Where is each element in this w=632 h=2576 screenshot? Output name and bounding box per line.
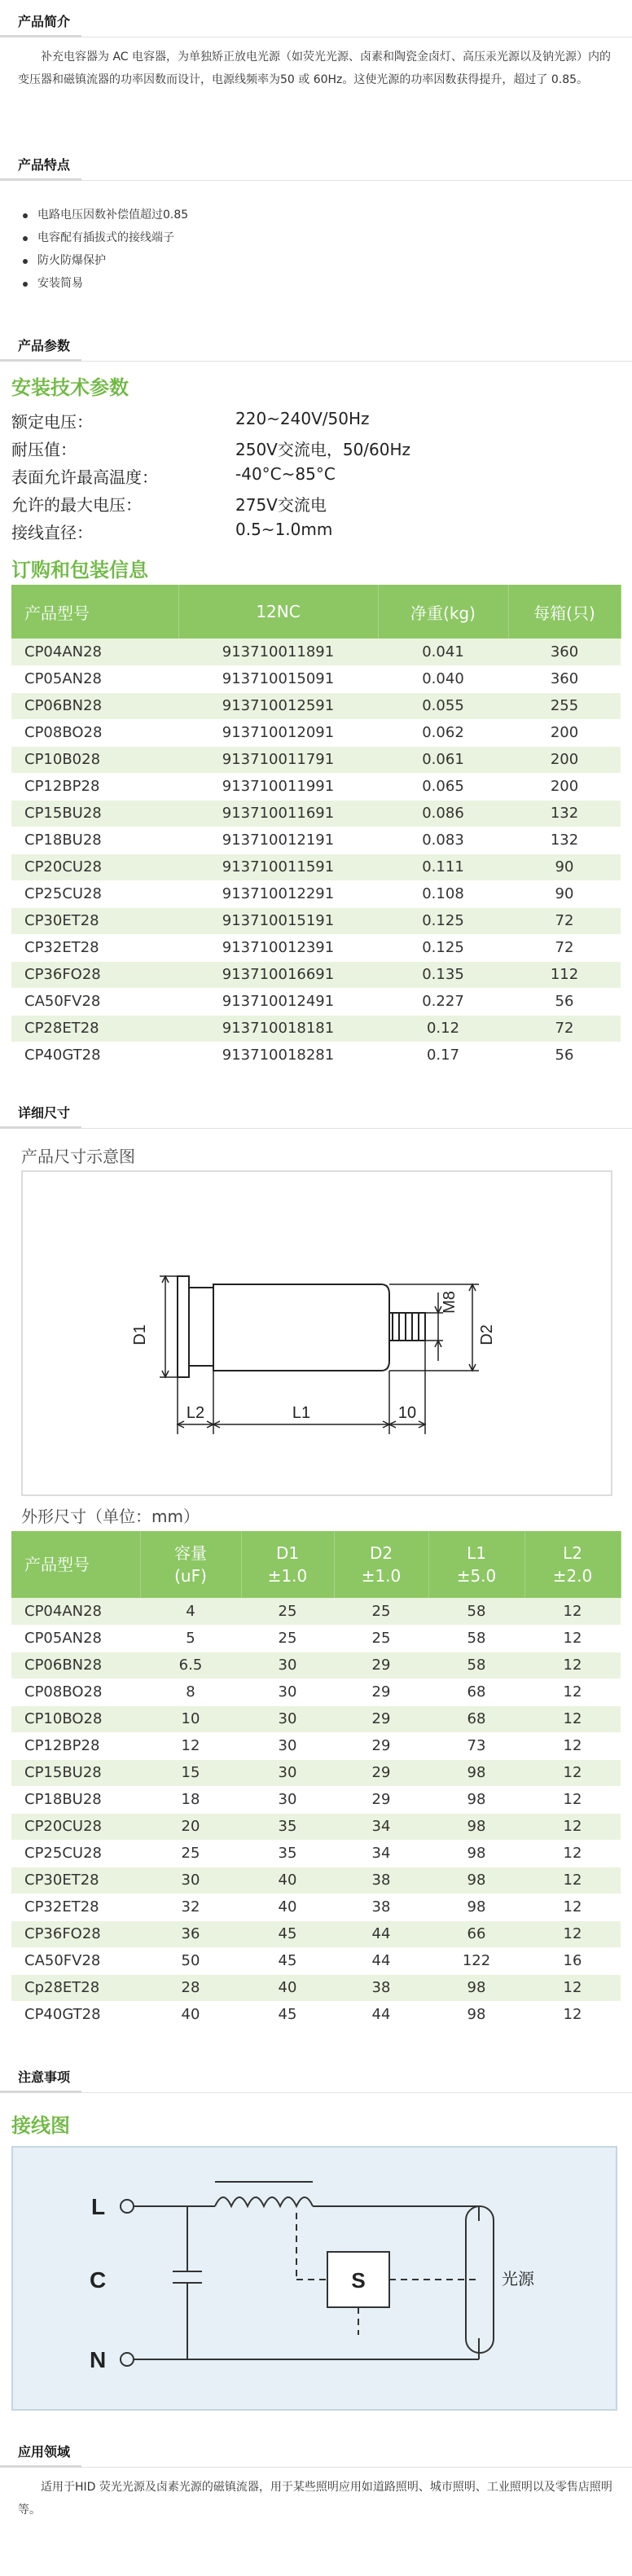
header-line: 产品型号 <box>24 1555 90 1574</box>
section-title-details: 详细尺寸 <box>18 1105 71 1121</box>
table-row <box>11 692 621 719</box>
table-cell: 360 <box>508 665 621 692</box>
table-cell: CA50FV28 <box>11 1947 140 1974</box>
table-cell: 25 <box>241 1598 334 1625</box>
table-cell: 12 <box>524 1813 621 1840</box>
table-cell: 12 <box>524 1732 621 1759</box>
divider <box>0 1126 81 1129</box>
section-header-application <box>0 2430 632 2468</box>
table-cell: 68 <box>428 1705 524 1732</box>
table-cell: CP30ET28 <box>11 1867 140 1894</box>
table-cell: 20 <box>140 1813 241 1840</box>
table-cell: 10 <box>140 1705 241 1732</box>
table-cell: 12 <box>524 1920 621 1947</box>
table-cell: 112 <box>508 961 621 988</box>
table-row <box>11 1786 621 1813</box>
table-row <box>11 2001 621 2028</box>
header-line: ±1.0 <box>267 1566 308 1586</box>
table-cell: 0.061 <box>378 746 508 773</box>
table-row <box>11 1015 621 1042</box>
table-cell: 5 <box>140 1625 241 1652</box>
table-cell: 12 <box>524 1786 621 1813</box>
table-cell: 50 <box>140 1947 241 1974</box>
table-cell: CP25CU28 <box>11 1840 140 1867</box>
table-cell: CP15BU28 <box>11 1759 140 1786</box>
column-header <box>11 1531 140 1598</box>
table-cell: 12 <box>524 2001 621 2028</box>
spec-key: 允许的最大电压： <box>11 495 142 515</box>
n-label: N <box>90 2347 107 2372</box>
m8-label: M8 <box>441 1291 459 1314</box>
table-cell: 38 <box>334 1974 428 2001</box>
table-cell: 29 <box>334 1705 428 1732</box>
table-cell: 913710012091 <box>178 719 378 746</box>
spec-key: 表面允许最高温度： <box>11 467 158 487</box>
table-cell: 0.041 <box>378 639 508 665</box>
spec-value: 220~240V/50Hz <box>235 409 370 428</box>
table-cell: 45 <box>241 2001 334 2028</box>
table-cell: 12 <box>524 1974 621 2001</box>
table-row <box>11 907 621 934</box>
wiring-drawing <box>13 2148 616 2409</box>
table-cell: CP36FO28 <box>11 961 178 988</box>
header-line: L2 <box>563 1543 582 1563</box>
table-cell: 913710018281 <box>178 1042 378 1069</box>
table-cell: 29 <box>334 1759 428 1786</box>
table-row <box>11 1042 621 1069</box>
table-cell: 58 <box>428 1652 524 1679</box>
table-cell: 29 <box>334 1652 428 1679</box>
dimension-table <box>11 1531 621 2029</box>
body-shape <box>213 1284 389 1371</box>
table-cell: 28 <box>140 1974 241 2001</box>
table-cell: CP25CU28 <box>11 880 178 907</box>
section-title-params: 产品参数 <box>18 338 71 353</box>
table-cell: 73 <box>428 1732 524 1759</box>
table-cell: 913710011691 <box>178 800 378 827</box>
table-cell: 0.108 <box>378 880 508 907</box>
header-line: 容量 <box>174 1543 207 1563</box>
table-cell: 12 <box>524 1759 621 1786</box>
table-cell: 200 <box>508 773 621 800</box>
terminal-l <box>121 2200 134 2213</box>
table-cell: 0.135 <box>378 961 508 988</box>
table-cell: 913710011591 <box>178 854 378 880</box>
table-cell: 913710012491 <box>178 988 378 1015</box>
header-line: D1 <box>275 1543 300 1563</box>
header-line: ±2.0 <box>552 1566 593 1586</box>
table-cell: CP36FO28 <box>11 1920 140 1947</box>
table-row <box>11 1840 621 1867</box>
table-cell: 12 <box>524 1652 621 1679</box>
divider <box>0 35 81 37</box>
table-cell: 98 <box>428 1759 524 1786</box>
table-cell: 913710011891 <box>178 639 378 665</box>
table-cell: 913710012591 <box>178 692 378 719</box>
install-specs <box>11 406 614 544</box>
table-cell: 29 <box>334 1786 428 1813</box>
section-title-application: 应用领域 <box>18 2444 71 2460</box>
table-cell: 12 <box>524 1867 621 1894</box>
header-line: D2 <box>369 1543 393 1563</box>
table-cell: 0.040 <box>378 665 508 692</box>
table-cell: 98 <box>428 1867 524 1894</box>
table-cell: 98 <box>428 2001 524 2028</box>
table-row <box>11 773 621 800</box>
table-cell: CP08BO28 <box>11 1679 140 1705</box>
table-row <box>11 934 621 961</box>
l2-label: L2 <box>186 1404 205 1422</box>
table-cell: 0.086 <box>378 800 508 827</box>
table-row <box>11 1813 621 1840</box>
table-row <box>11 639 621 665</box>
table-cell: 0.055 <box>378 692 508 719</box>
table-row <box>11 1732 621 1759</box>
table-cell: CA50FV28 <box>11 988 178 1015</box>
table-cell: 0.125 <box>378 907 508 934</box>
base-shape <box>189 1288 213 1366</box>
table-cell: 38 <box>334 1894 428 1920</box>
spec-row <box>11 461 614 489</box>
table-cell: CP08BO28 <box>11 719 178 746</box>
table-cell: 12 <box>524 1625 621 1652</box>
dimension-table-caption: 外形尺寸（单位：mm） <box>21 1507 200 1526</box>
header-line: ±1.0 <box>361 1566 402 1586</box>
table-row <box>11 961 621 988</box>
table-cell: 12 <box>140 1732 241 1759</box>
ballast-coil <box>215 2197 313 2206</box>
table-cell: 30 <box>241 1705 334 1732</box>
table-cell: 0.062 <box>378 719 508 746</box>
terminal-n <box>121 2353 134 2366</box>
section-header-details <box>0 1091 632 1129</box>
table-cell: 360 <box>508 639 621 665</box>
table-cell: 90 <box>508 854 621 880</box>
divider <box>0 359 81 362</box>
table-row <box>11 1759 621 1786</box>
table-cell: 45 <box>241 1920 334 1947</box>
column-header <box>524 1531 621 1598</box>
column-header: 净重(kg) <box>378 585 508 639</box>
spec-key: 额定电压： <box>11 412 93 432</box>
table-row <box>11 719 621 746</box>
table-cell: 58 <box>428 1625 524 1652</box>
table-cell: 30 <box>241 1786 334 1813</box>
table-row <box>11 1974 621 2001</box>
table-cell: 40 <box>241 1974 334 2001</box>
table-cell: 98 <box>428 1974 524 2001</box>
wiring-diagram <box>11 2146 617 2411</box>
spec-value: 250V交流电，50/60Hz <box>235 440 411 459</box>
spec-key: 耐压值： <box>11 440 77 459</box>
table-cell: 44 <box>334 2001 428 2028</box>
table-cell: 0.111 <box>378 854 508 880</box>
table-cell: 122 <box>428 1947 524 1974</box>
table-cell: 29 <box>334 1732 428 1759</box>
section-title-intro: 产品简介 <box>18 14 71 29</box>
table-cell: CP20CU28 <box>11 854 178 880</box>
order-table <box>11 585 621 1069</box>
table-cell: 12 <box>524 1894 621 1920</box>
column-header: 每箱(只) <box>508 585 621 639</box>
table-cell: 44 <box>334 1920 428 1947</box>
table-cell: 30 <box>140 1867 241 1894</box>
table-cell: CP40GT28 <box>11 1042 178 1069</box>
table-cell: 913710012191 <box>178 827 378 854</box>
table-cell: 255 <box>508 692 621 719</box>
table-cell: CP15BU28 <box>11 800 178 827</box>
table-cell: 913710012391 <box>178 934 378 961</box>
table-cell: CP18BU28 <box>11 1786 140 1813</box>
table-row <box>11 746 621 773</box>
spec-row <box>11 433 614 461</box>
table-cell: 58 <box>428 1598 524 1625</box>
table-cell: CP06BN28 <box>11 1652 140 1679</box>
l1-label: L1 <box>292 1404 311 1422</box>
dimension-table-header <box>11 1531 621 1598</box>
table-row <box>11 1679 621 1705</box>
table-cell: 40 <box>241 1894 334 1920</box>
table-cell: 25 <box>140 1840 241 1867</box>
table-cell: 35 <box>241 1840 334 1867</box>
table-cell: 68 <box>428 1679 524 1705</box>
table-cell: 90 <box>508 880 621 907</box>
table-cell: 15 <box>140 1759 241 1786</box>
table-cell: 29 <box>334 1679 428 1705</box>
s-label: S <box>351 2268 366 2293</box>
divider <box>0 2465 81 2468</box>
column-header <box>241 1531 334 1598</box>
capacitor-drawing <box>23 1172 611 1494</box>
divider <box>0 2091 81 2093</box>
dimension-diagram-caption: 产品尺寸示意图 <box>21 1147 135 1166</box>
table-cell: 18 <box>140 1786 241 1813</box>
table-cell: 132 <box>508 827 621 854</box>
section-header-intro <box>0 0 632 37</box>
table-row <box>11 1705 621 1732</box>
table-cell: CP05AN28 <box>11 665 178 692</box>
table-cell: 913710015091 <box>178 665 378 692</box>
table-cell: 40 <box>241 1867 334 1894</box>
divider <box>0 178 81 181</box>
table-cell: 30 <box>241 1679 334 1705</box>
table-row <box>11 988 621 1015</box>
table-cell: 30 <box>241 1652 334 1679</box>
table-cell: CP10B028 <box>11 746 178 773</box>
c-label: C <box>90 2267 107 2293</box>
section-title-notes: 注意事项 <box>18 2069 71 2085</box>
header-line: (uF) <box>174 1566 207 1586</box>
column-header <box>428 1531 524 1598</box>
table-cell: 25 <box>241 1625 334 1652</box>
header-line: L1 <box>467 1543 486 1563</box>
table-row <box>11 800 621 827</box>
table-cell: 36 <box>140 1920 241 1947</box>
table-cell: 25 <box>334 1625 428 1652</box>
table-cell: 72 <box>508 907 621 934</box>
table-row <box>11 1894 621 1920</box>
table-row <box>11 665 621 692</box>
section-header-features <box>0 143 632 181</box>
table-row <box>11 827 621 854</box>
table-cell: 0.065 <box>378 773 508 800</box>
table-cell: 35 <box>241 1813 334 1840</box>
table-row <box>11 1947 621 1974</box>
table-cell: 12 <box>524 1705 621 1732</box>
spec-value: 275V交流电 <box>235 495 327 515</box>
table-row <box>11 1625 621 1652</box>
table-cell: 30 <box>241 1759 334 1786</box>
table-cell: 12 <box>524 1840 621 1867</box>
table-cell: CP32ET28 <box>11 934 178 961</box>
list-item: 防火防爆保护 <box>23 249 188 272</box>
spec-key: 接线直径： <box>11 523 93 542</box>
table-cell: 98 <box>428 1894 524 1920</box>
column-header: 产品型号 <box>11 585 178 639</box>
table-cell: 913710018181 <box>178 1015 378 1042</box>
intro-paragraph: 补充电容器为 AC 电容器，为单独矫正放电光源（如荧光光源、卤素和陶瓷金卤灯、高压汞光源以及钠光源）内的变压器和磁镇流器的功率因数而设计，电源线频率为50 或 60Hz。这使光源的功率因数获得提升，超过了 0.85。 <box>18 50 612 86</box>
d2-label: D2 <box>478 1324 496 1345</box>
table-cell: 0.227 <box>378 988 508 1015</box>
wiring-title: 接线图 <box>11 2114 70 2137</box>
table-cell: 913710011991 <box>178 773 378 800</box>
table-cell: 72 <box>508 934 621 961</box>
table-cell: 913710012291 <box>178 880 378 907</box>
table-cell: 200 <box>508 746 621 773</box>
dimension-diagram <box>21 1170 612 1496</box>
table-cell: 25 <box>334 1598 428 1625</box>
table-cell: 56 <box>508 1042 621 1069</box>
list-item: 电容配有插拔式的接线端子 <box>23 226 188 249</box>
table-cell: 913710016691 <box>178 961 378 988</box>
table-cell: 0.12 <box>378 1015 508 1042</box>
table-cell: 6.5 <box>140 1652 241 1679</box>
table-cell: CP28ET28 <box>11 1015 178 1042</box>
order-table-title: 订购和包装信息 <box>11 559 148 581</box>
table-cell: 45 <box>241 1947 334 1974</box>
lamp-label: 光源 <box>502 2271 534 2289</box>
table-cell: 16 <box>524 1947 621 1974</box>
feature-list <box>23 204 188 295</box>
table-cell: CP06BN28 <box>11 692 178 719</box>
spec-row <box>11 406 614 433</box>
spec-row <box>11 489 614 516</box>
table-cell: Cp28ET28 <box>11 1974 140 2001</box>
table-row <box>11 854 621 880</box>
table-cell: CP18BU28 <box>11 827 178 854</box>
table-cell: 98 <box>428 1840 524 1867</box>
l-label: L <box>91 2194 106 2219</box>
table-cell: CP12BP28 <box>11 1732 140 1759</box>
table-cell: 200 <box>508 719 621 746</box>
table-cell: CP30ET28 <box>11 907 178 934</box>
spec-value: -40°C~85°C <box>235 464 336 484</box>
spec-row <box>11 516 614 544</box>
table-cell: CP12BP28 <box>11 773 178 800</box>
order-table-header <box>11 585 621 639</box>
table-row <box>11 1920 621 1947</box>
table-cell: CP32ET28 <box>11 1894 140 1920</box>
table-cell: 56 <box>508 988 621 1015</box>
table-row <box>11 1867 621 1894</box>
application-paragraph: 适用于HID 荧光光源及卤素光源的磁镇流器，用于某些照明应用如道路照明、城市照明、工业照明以及零售店照明等。 <box>18 2481 612 2517</box>
table-cell: 66 <box>428 1920 524 1947</box>
table-cell: 12 <box>524 1598 621 1625</box>
table-row <box>11 1598 621 1625</box>
table-cell: 132 <box>508 800 621 827</box>
section-header-params <box>0 324 632 362</box>
table-cell: 8 <box>140 1679 241 1705</box>
table-cell: 38 <box>334 1867 428 1894</box>
table-row <box>11 1652 621 1679</box>
install-specs-title: 安装技术参数 <box>11 376 129 399</box>
header-line: ±5.0 <box>456 1566 497 1586</box>
column-header <box>334 1531 428 1598</box>
list-item: 安装简易 <box>23 272 188 295</box>
table-cell: 32 <box>140 1894 241 1920</box>
table-cell: CP20CU28 <box>11 1813 140 1840</box>
table-cell: 913710015191 <box>178 907 378 934</box>
table-cell: 0.17 <box>378 1042 508 1069</box>
section-header-notes <box>0 2056 632 2093</box>
spec-value: 0.5~1.0mm <box>235 520 333 539</box>
section-title-features: 产品特点 <box>18 157 71 173</box>
table-cell: 12 <box>524 1679 621 1705</box>
column-header <box>140 1531 241 1598</box>
table-cell: CP04AN28 <box>11 1598 140 1625</box>
table-cell: CP04AN28 <box>11 639 178 665</box>
table-cell: 34 <box>334 1813 428 1840</box>
table-cell: 30 <box>241 1732 334 1759</box>
table-cell: 72 <box>508 1015 621 1042</box>
flange-shape <box>178 1276 189 1377</box>
table-cell: 0.125 <box>378 934 508 961</box>
table-cell: 34 <box>334 1840 428 1867</box>
order-table-body <box>11 639 621 1069</box>
ten-label: 10 <box>397 1404 417 1422</box>
table-cell: CP40GT28 <box>11 2001 140 2028</box>
table-row <box>11 880 621 907</box>
table-cell: CP10BO28 <box>11 1705 140 1732</box>
d1-label: D1 <box>131 1324 149 1345</box>
table-cell: 98 <box>428 1786 524 1813</box>
table-cell: 98 <box>428 1813 524 1840</box>
table-cell: 4 <box>140 1598 241 1625</box>
table-cell: 44 <box>334 1947 428 1974</box>
bolt-shape <box>389 1313 425 1341</box>
column-header: 12NC <box>178 585 378 639</box>
dimension-table-body <box>11 1598 621 2028</box>
table-cell: 913710011791 <box>178 746 378 773</box>
table-cell: 0.083 <box>378 827 508 854</box>
table-cell: 40 <box>140 2001 241 2028</box>
table-cell: CP05AN28 <box>11 1625 140 1652</box>
list-item: 电路电压因数补偿值超过0.85 <box>23 204 188 226</box>
